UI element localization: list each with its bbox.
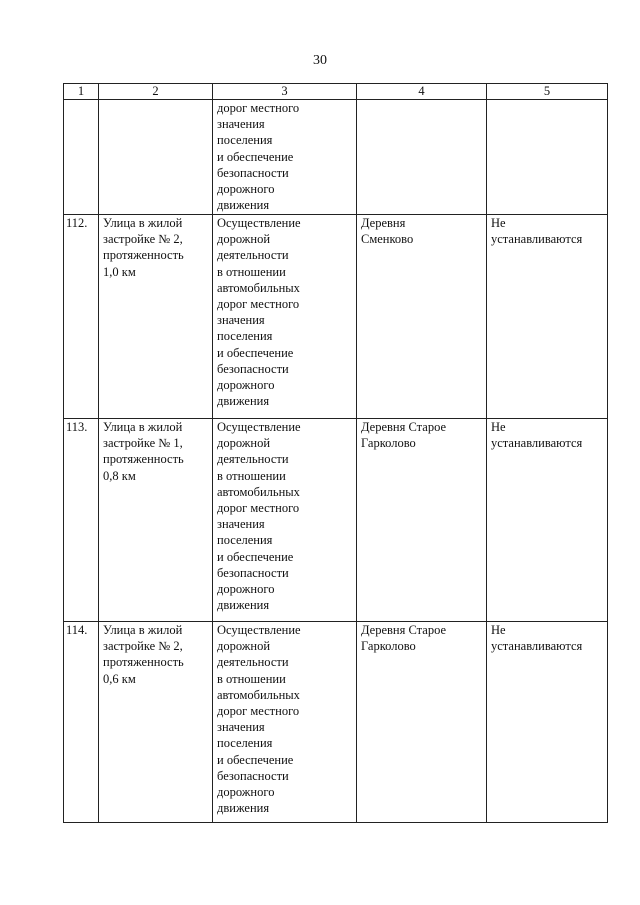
num-cell	[64, 100, 99, 215]
activity-cell: Осуществление дорожной деятельности в отношении автомобильных дорог местного значения поселения и обеспечение безопасности дорожного движения	[213, 215, 357, 419]
num-cell: 113.	[64, 419, 99, 622]
name-cell	[99, 100, 213, 215]
location-cell	[357, 100, 487, 215]
column-header: 2	[99, 84, 213, 100]
activity-cell: Осуществление дорожной деятельности в отношении автомобильных дорог местного значения поселения и обеспечение безопасности дорожного движения	[213, 419, 357, 622]
name-cell: Улица в жилой застройке № 1, протяженность 0,8 км	[99, 419, 213, 622]
location-cell: Деревня Старое Гарколово	[357, 622, 487, 823]
table-row	[64, 215, 608, 419]
restriction-cell: Не устанавливаются	[487, 419, 608, 622]
restriction-cell: Не устанавливаются	[487, 215, 608, 419]
restriction-cell: Не устанавливаются	[487, 622, 608, 823]
data-table	[63, 83, 608, 823]
name-cell: Улица в жилой застройке № 2, протяженность 0,6 км	[99, 622, 213, 823]
location-cell: Деревня Сменково	[357, 215, 487, 419]
page-number: 30	[313, 53, 327, 68]
table-header-row	[64, 84, 608, 100]
num-cell: 112.	[64, 215, 99, 419]
num-cell: 114.	[64, 622, 99, 823]
table-row-continuation	[64, 100, 608, 215]
column-header: 4	[357, 84, 487, 100]
column-header: 1	[64, 84, 99, 100]
activity-cell: Осуществление дорожной деятельности в отношении автомобильных дорог местного значения поселения и обеспечение безопасности дорожного движения	[213, 622, 357, 823]
table-row	[64, 622, 608, 823]
activity-cell: дорог местного значения поселения и обеспечение безопасности дорожного движения	[213, 100, 357, 215]
name-cell: Улица в жилой застройке № 2, протяженность 1,0 км	[99, 215, 213, 419]
column-header: 3	[213, 84, 357, 100]
restriction-cell	[487, 100, 608, 215]
table-row	[64, 419, 608, 622]
column-header: 5	[487, 84, 608, 100]
location-cell: Деревня Старое Гарколово	[357, 419, 487, 622]
